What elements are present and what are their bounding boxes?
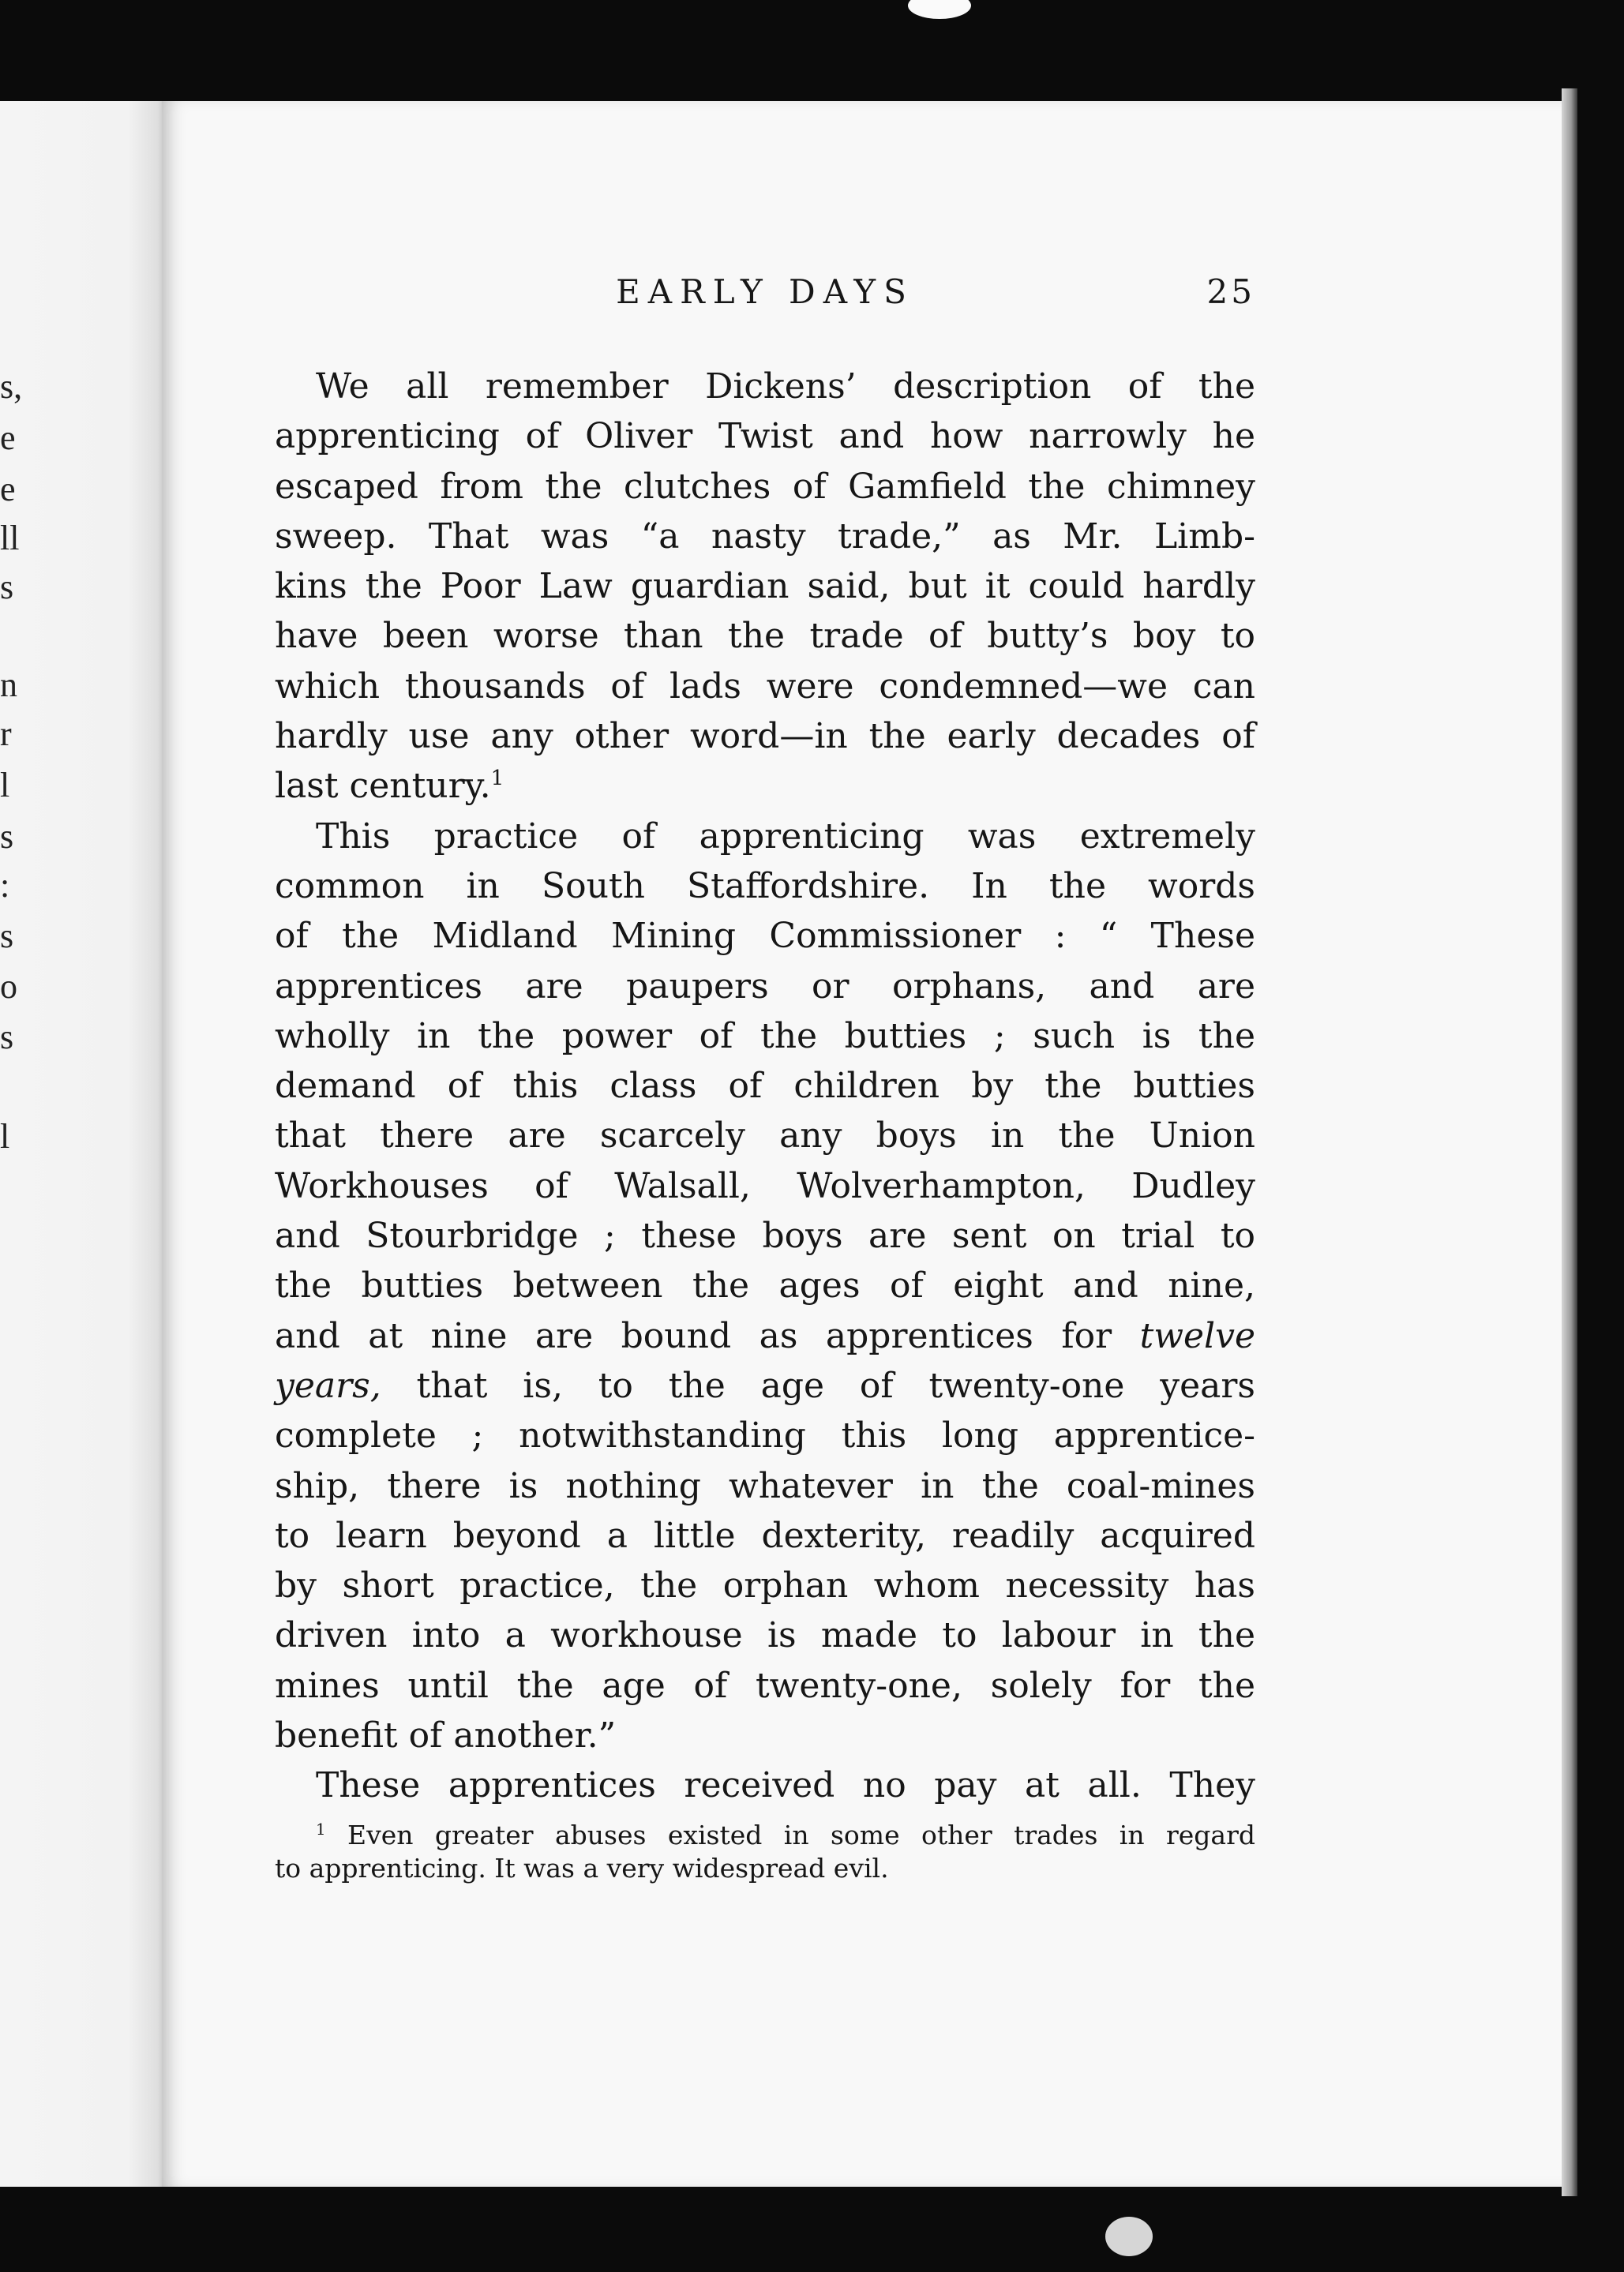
footnote-line bbox=[275, 1819, 1255, 1852]
text-line: the butties between the ages of eight and nine, bbox=[275, 1265, 1255, 1307]
text-line: kins the Poor Law guardian said, but it could hardly bbox=[275, 566, 1255, 607]
italic-text: twelve bbox=[1139, 1315, 1255, 1356]
previous-page-fragment: n bbox=[0, 665, 17, 704]
previous-page-fragment: s bbox=[0, 568, 14, 606]
previous-page-fragment: s bbox=[0, 1018, 14, 1056]
text-line bbox=[275, 1361, 1255, 1411]
text-line: apprenticing of Oliver Twist and how narrowly he bbox=[275, 416, 1255, 457]
text-line bbox=[275, 761, 1255, 811]
text-line: ship, there is nothing whatever in the coal-mines bbox=[275, 1465, 1255, 1506]
text-line: sweep. That was “a nasty trade,” as Mr. Limb- bbox=[275, 516, 1255, 557]
page-block-edge bbox=[1562, 88, 1577, 2196]
running-head-title: EARLY DAYS bbox=[616, 272, 914, 311]
text-line: wholly in the power of the butties ; such is the bbox=[275, 1015, 1255, 1056]
scan-debris-bottom bbox=[1105, 2217, 1153, 2256]
page-number: 25 bbox=[1206, 272, 1255, 311]
body-text bbox=[275, 362, 1255, 1811]
text-line: This practice of apprenticing was extremely bbox=[316, 815, 1255, 857]
text-line-content: and at nine are bound as apprentices for bbox=[275, 1315, 1112, 1356]
text-line: that there are scarcely any boys in the Union bbox=[275, 1115, 1255, 1157]
previous-page-fragment: ll bbox=[0, 519, 20, 557]
footnote-line-content: Even greater abuses existed in some other trades in regard bbox=[325, 1820, 1255, 1850]
running-head bbox=[275, 268, 1255, 316]
previous-page bbox=[0, 101, 183, 2187]
text-line: demand of this class of children by the butties bbox=[275, 1066, 1255, 1107]
previous-page-fragment: l bbox=[0, 1117, 10, 1156]
text-line: of the Midland Mining Commissioner : “ These bbox=[275, 916, 1255, 957]
previous-page-fragment: r bbox=[0, 714, 12, 753]
text-line: mines until the age of twenty-one, solely for the bbox=[275, 1665, 1255, 1706]
text-line: which thousands of lads were condemned—we can bbox=[275, 665, 1255, 707]
text-line bbox=[275, 1311, 1255, 1361]
text-line: apprentices are paupers or orphans, and are bbox=[275, 965, 1255, 1007]
text-line: benefit of another.” bbox=[275, 1715, 617, 1756]
text-line: We all remember Dickens’ description of the bbox=[316, 366, 1255, 407]
scan-debris-top bbox=[908, 0, 971, 19]
previous-page-fragment: s bbox=[0, 817, 14, 856]
text-line-content: last century. bbox=[275, 766, 491, 807]
footnote-line: to apprenticing. It was a very widespread evil. bbox=[275, 1853, 889, 1884]
text-line: driven into a workhouse is made to labour in the bbox=[275, 1615, 1255, 1656]
text-line: complete ; notwithstanding this long apprentice- bbox=[275, 1415, 1255, 1457]
previous-page-fragment: s bbox=[0, 917, 14, 955]
previous-page-fragment: : bbox=[0, 866, 10, 905]
footnote-reference: 1 bbox=[490, 766, 504, 791]
previous-page-fragment: e bbox=[0, 470, 16, 508]
text-line: These apprentices received no pay at all. They bbox=[316, 1765, 1255, 1806]
text-line: by short practice, the orphan whom necessity has bbox=[275, 1565, 1255, 1607]
italic-text: years, bbox=[275, 1365, 381, 1406]
previous-page-fragment: o bbox=[0, 967, 17, 1006]
previous-page-text-fragments bbox=[0, 101, 183, 1156]
previous-page-fragment: e bbox=[0, 418, 16, 457]
text-line: to learn beyond a little dexterity, readily acquired bbox=[275, 1515, 1255, 1556]
text-line: hardly use any other word—in the early decades of bbox=[275, 716, 1255, 757]
text-line: and Stourbridge ; these boys are sent on trial to bbox=[275, 1216, 1255, 1257]
text-line: have been worse than the trade of butty’s boy to bbox=[275, 616, 1255, 657]
footnote bbox=[275, 1819, 1255, 1885]
text-line-content: that is, to the age of twenty-one years bbox=[381, 1365, 1255, 1406]
footnote-marker: 1 bbox=[316, 1820, 326, 1839]
text-line: escaped from the clutches of Gamfield the chimney bbox=[275, 466, 1255, 507]
previous-page-fragment: l bbox=[0, 766, 10, 804]
text-line: Workhouses of Walsall, Wolverhampton, Dudley bbox=[275, 1165, 1255, 1206]
previous-page-fragment: s, bbox=[0, 367, 23, 406]
text-line: common in South Staffordshire. In the words bbox=[275, 865, 1255, 906]
